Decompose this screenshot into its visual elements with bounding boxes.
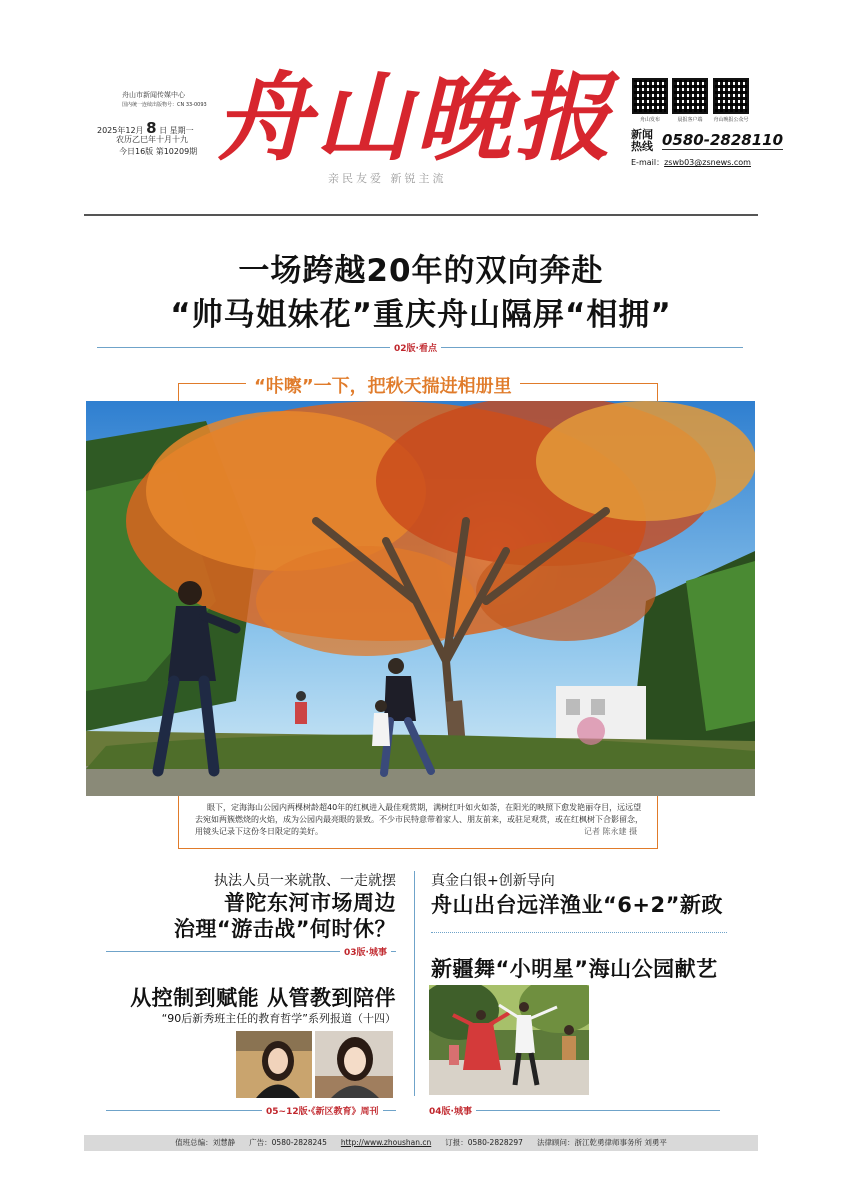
feature-caption: 眼下，定海海山公园内两棵树龄超40年的红枫进入最佳观赏期，满树红叶如火如荼，在阳光的映照下愈发艳丽夺目，远远望去宛如两簇燃烧的火焰，成为公园内最亮眼的景致。不少市民特意带着家人、朋友前来，或驻足观赏，或在红枫树下合影留念，用镜头记录下这份冬日限定的美好。 (195, 803, 643, 836)
teacher-photo-1 (236, 1031, 312, 1098)
edition-info: 今日16版 第10209期 (119, 147, 198, 156)
footer-subscribe: 订报：0580-2828297 (445, 1138, 523, 1147)
qr-label: 晨报客户端 (677, 117, 703, 123)
teacher-photo-2 (315, 1031, 393, 1098)
education-headline[interactable]: 从控制到赋能 从管教到陪伴 (130, 986, 396, 1010)
market-kicker: 执法人员一来就散、一走就摆 (214, 873, 396, 889)
qr-label: 舟山晚报公众号 (713, 117, 749, 123)
qr-label: 舟山发布 (639, 117, 660, 123)
dance-photo-illustration (429, 985, 589, 1095)
license-number: 国内统一连续出版物号：CN 33-0093 (122, 102, 207, 108)
column-divider (414, 871, 415, 1096)
lead-headline-line2[interactable]: “帅马姐妹花”重庆舟山隔屏“相拥” (170, 297, 672, 333)
date-suffix: 日 星期一 (159, 126, 194, 135)
email (631, 157, 751, 168)
photo-illustration (86, 401, 755, 796)
date-prefix: 2025年12月 (97, 126, 144, 135)
email-address[interactable]: zswb03@zsnews.com (664, 158, 751, 167)
hotline-label-line1: 新闻 (631, 128, 653, 141)
education-subtitle: “90后新秀班主任的教育哲学”系列报道（十四） (161, 1012, 396, 1025)
fishery-kicker: 真金白银+创新导向 (431, 873, 555, 889)
dance-page-tag[interactable]: 04版·城事 (425, 1104, 476, 1117)
autumn-maple-photo (86, 401, 755, 796)
slogan: 亲民友爱 新锐主流 (328, 172, 447, 185)
publisher: 舟山市新闻传媒中心 (122, 91, 185, 99)
teacher-photo-1-illustration (236, 1031, 312, 1098)
feature-title[interactable]: “咔嚓”一下，把秋天揣进相册里 (246, 372, 520, 398)
fishery-headline[interactable]: 舟山出台远洋渔业“6+2”新政 (431, 893, 723, 917)
qr-code-icon[interactable] (672, 78, 708, 114)
footer-url[interactable]: http://www.zhoushan.cn (340, 1138, 432, 1147)
qr-code-icon[interactable] (632, 78, 668, 114)
footer-ad: 广告：0580-2828245 (249, 1138, 327, 1147)
dance-headline[interactable]: 新疆舞“小明星”海山公园献艺 (431, 957, 718, 981)
market-headline-2[interactable]: 治理“游击战”何时休？ (173, 917, 396, 941)
hotline-number[interactable]: 0580-2828110 (662, 131, 784, 149)
lunar-date: 农历乙巳年十月十九 (116, 135, 188, 144)
market-headline-1[interactable]: 普陀东河市场周边 (224, 891, 396, 915)
lead-headline-line1[interactable]: 一场跨越20年的双向奔赴 (238, 253, 604, 289)
lead-page-tag[interactable]: 02版·看点 (390, 341, 441, 354)
date-day: 8 (146, 119, 157, 137)
footer-editor: 值班总编：刘慧静 (175, 1138, 236, 1147)
hotline-label-line2: 热线 (631, 140, 653, 153)
market-page-tag[interactable]: 03版·城事 (340, 945, 391, 958)
teacher-photo-2-illustration (315, 1031, 393, 1098)
footer-legal: 法律顾问：浙江乾勇律师事务所 刘勇平 (536, 1138, 667, 1147)
newspaper-title: 舟山晚报 (215, 61, 615, 174)
qr-code-icon[interactable] (713, 78, 749, 114)
dance-photo (429, 985, 589, 1095)
masthead-divider (84, 214, 758, 216)
education-page-tag[interactable]: 05~12版·《新区教育》周刊 (262, 1104, 383, 1117)
fishery-dotted-rule (431, 932, 727, 933)
footer-bar (84, 1135, 758, 1151)
email-label: E-mail： (631, 158, 665, 167)
hotline-label (631, 129, 653, 153)
feature-credit: 记者 陈永建 摄 (584, 827, 638, 836)
